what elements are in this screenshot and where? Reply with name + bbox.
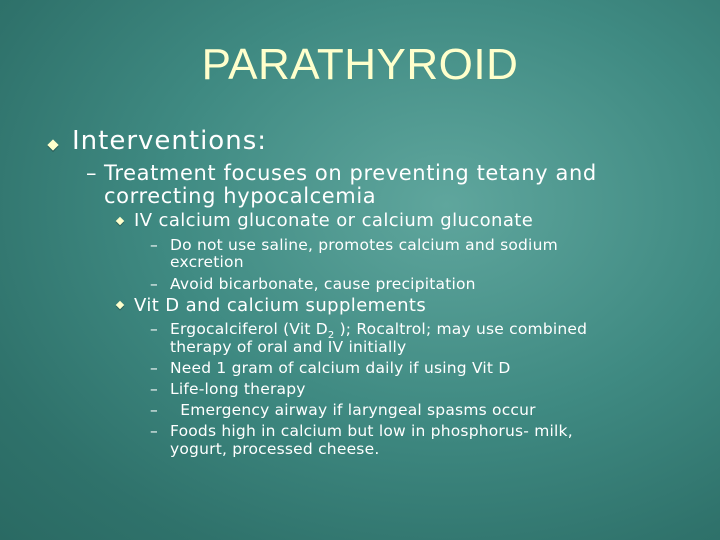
subscript-two: 2	[327, 330, 335, 342]
group-vit-d-label: Vit D and calcium supplements	[134, 295, 427, 316]
diamond-bullet-icon	[47, 139, 58, 150]
dash-bullet: –	[150, 320, 158, 338]
dash-bullet: –	[150, 275, 158, 293]
list-item: Do not use saline, promotes calcium and sodium	[170, 236, 558, 254]
treatment-line-2: correcting hypocalcemia	[104, 184, 377, 208]
dash-bullet: –	[150, 236, 158, 254]
list-item: Life-long therapy	[170, 380, 306, 398]
list-item-cont: therapy of oral and IV initially	[170, 338, 407, 356]
list-item: Foods high in calcium but low in phosphorus- milk,	[170, 422, 573, 440]
interventions-heading: Interventions:	[72, 126, 267, 156]
dash-bullet: –	[150, 359, 158, 377]
list-item-cont: excretion	[170, 253, 244, 271]
dash-bullet: –	[150, 401, 158, 419]
diamond-bullet-icon	[116, 217, 124, 225]
ergocalciferol-text: Ergocalciferol (Vit D	[170, 320, 328, 338]
list-item: Emergency airway if laryngeal spasms occur	[170, 401, 536, 419]
dash-bullet: –	[150, 380, 158, 398]
list-item-cont: yogurt, processed cheese.	[170, 440, 380, 458]
list-item: Avoid bicarbonate, cause precipitation	[170, 275, 476, 293]
group-iv-calcium-label: IV calcium gluconate or calcium gluconate	[134, 210, 534, 231]
treatment-line-1: Treatment focuses on preventing tetany and	[104, 161, 597, 185]
diamond-bullet-icon	[116, 301, 124, 309]
list-item: Need 1 gram of calcium daily if using Vit D	[170, 359, 511, 377]
dash-bullet: –	[86, 161, 98, 185]
dash-bullet: –	[150, 422, 158, 440]
rocaltrol-text: ); Rocaltrol; may use combined	[334, 320, 588, 338]
slide-title: PARATHYROID	[201, 40, 519, 89]
